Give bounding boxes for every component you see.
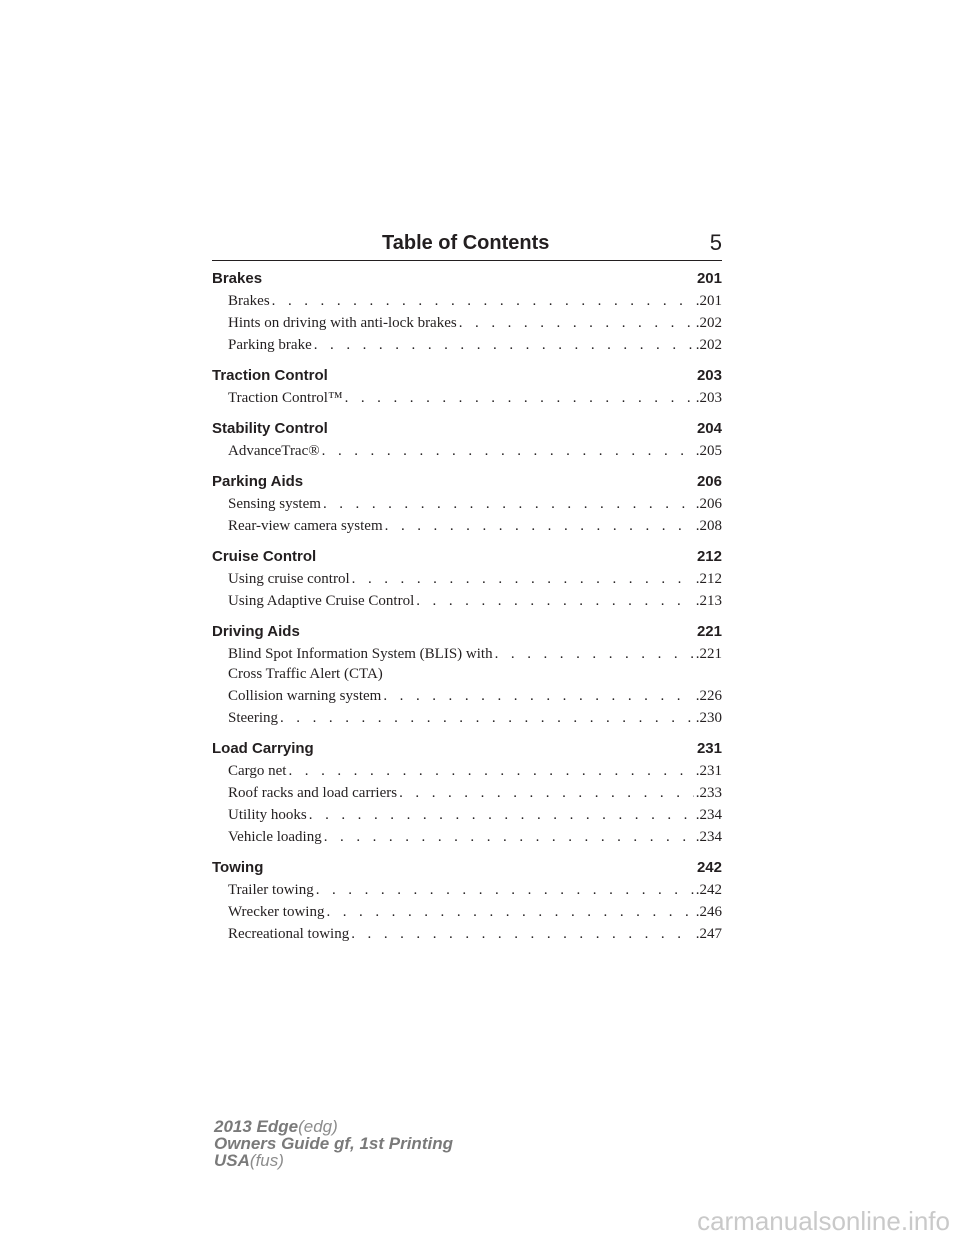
section-page: 221 bbox=[696, 623, 722, 640]
dot-leader bbox=[385, 516, 694, 536]
entry-title: Wrecker towing bbox=[228, 904, 325, 920]
toc-entry[interactable] bbox=[212, 827, 722, 847]
toc-section bbox=[212, 471, 722, 536]
watermark: carmanualsonline.info bbox=[697, 1206, 950, 1236]
entry-page: .202 bbox=[695, 337, 722, 353]
section-title: Load Carrying bbox=[212, 740, 314, 757]
toc-section bbox=[212, 268, 722, 355]
toc-section bbox=[212, 546, 722, 611]
dot-leader bbox=[416, 591, 694, 611]
entry-title: Brakes bbox=[228, 293, 270, 309]
section-heading[interactable] bbox=[212, 365, 722, 386]
section-heading[interactable] bbox=[212, 738, 722, 759]
entry-page: .246 bbox=[695, 904, 722, 920]
toc-entry[interactable] bbox=[212, 441, 722, 461]
entry-title: Using cruise control bbox=[228, 571, 350, 587]
entry-title: Traction Control™ bbox=[228, 390, 343, 406]
page-number: 5 bbox=[709, 230, 722, 255]
entry-title: Recreational towing bbox=[228, 926, 350, 942]
section-title: Brakes bbox=[212, 270, 263, 287]
toc-entry[interactable] bbox=[212, 761, 722, 781]
dot-leader bbox=[272, 291, 694, 311]
dot-leader bbox=[495, 644, 694, 664]
toc-section bbox=[212, 738, 722, 847]
section-page: 201 bbox=[696, 270, 722, 287]
dot-leader bbox=[322, 441, 694, 461]
section-title: Towing bbox=[212, 859, 264, 876]
entry-page: .226 bbox=[695, 688, 722, 704]
toc-entry[interactable] bbox=[212, 686, 722, 706]
section-page: 204 bbox=[696, 420, 722, 437]
dot-leader bbox=[323, 494, 694, 514]
toc-entry[interactable] bbox=[212, 708, 722, 728]
toc-entry[interactable] bbox=[212, 335, 722, 355]
dot-leader bbox=[314, 335, 694, 355]
entry-page: .208 bbox=[695, 518, 722, 534]
entry-page: .231 bbox=[695, 763, 722, 779]
entry-title: Vehicle loading bbox=[228, 829, 322, 845]
entry-title: Cargo net bbox=[228, 763, 287, 779]
section-page: 212 bbox=[696, 548, 722, 565]
section-heading[interactable] bbox=[212, 418, 722, 439]
entry-title: Hints on driving with anti-lock brakes bbox=[228, 315, 457, 331]
entry-title: Roof racks and load carriers bbox=[228, 785, 398, 801]
toc-entry[interactable] bbox=[212, 313, 722, 333]
toc-entry[interactable] bbox=[212, 591, 722, 611]
entry-page: .212 bbox=[695, 571, 722, 587]
section-page: 203 bbox=[696, 367, 722, 384]
entry-page: .234 bbox=[695, 807, 722, 823]
section-page: 206 bbox=[696, 473, 722, 490]
section-page: 231 bbox=[696, 740, 722, 757]
document-footer bbox=[214, 1118, 453, 1169]
toc-section bbox=[212, 418, 722, 461]
entry-page: .201 bbox=[695, 293, 722, 309]
entry-title: Steering bbox=[228, 710, 278, 726]
toc-section bbox=[212, 365, 722, 408]
dot-leader bbox=[280, 708, 694, 728]
footer-market-code: (fus) bbox=[249, 1151, 284, 1170]
entry-title: Using Adaptive Cruise Control bbox=[228, 593, 415, 609]
entry-title: Parking brake bbox=[228, 337, 312, 353]
toc-section bbox=[212, 857, 722, 944]
entry-title: Collision warning system bbox=[228, 688, 382, 704]
entry-page: .205 bbox=[695, 443, 722, 459]
dot-leader bbox=[351, 924, 694, 944]
toc-entry[interactable] bbox=[212, 880, 722, 900]
footer-model-code: (edg) bbox=[298, 1117, 338, 1136]
section-heading[interactable] bbox=[212, 546, 722, 567]
entry-title: Sensing system bbox=[228, 496, 321, 512]
entry-page: .203 bbox=[695, 390, 722, 406]
section-heading[interactable] bbox=[212, 471, 722, 492]
entry-title: Blind Spot Information System (BLIS) with Cross Traffic Alert (CTA) bbox=[228, 646, 493, 682]
footer-line-2: Owners Guide gf, 1st Printing bbox=[214, 1134, 453, 1153]
footer-line-3 bbox=[214, 1152, 453, 1169]
entry-title: AdvanceTrac® bbox=[228, 443, 320, 459]
entry-page: .206 bbox=[695, 496, 722, 512]
entry-title: Utility hooks bbox=[228, 807, 307, 823]
dot-leader bbox=[352, 569, 694, 589]
section-title: Stability Control bbox=[212, 420, 328, 437]
entry-page: .234 bbox=[695, 829, 722, 845]
toc-entry[interactable] bbox=[212, 924, 722, 944]
dot-leader bbox=[399, 783, 694, 803]
dot-leader bbox=[345, 388, 694, 408]
toc-entry[interactable] bbox=[212, 783, 722, 803]
toc-entry[interactable] bbox=[212, 569, 722, 589]
footer-market: USA bbox=[214, 1151, 250, 1170]
entry-page: .233 bbox=[695, 785, 722, 801]
section-title: Traction Control bbox=[212, 367, 328, 384]
toc-entry[interactable] bbox=[212, 644, 722, 684]
page-header bbox=[212, 230, 722, 261]
section-title: Parking Aids bbox=[212, 473, 304, 490]
table-of-contents bbox=[212, 268, 722, 954]
dot-leader bbox=[459, 313, 694, 333]
dot-leader bbox=[326, 902, 693, 922]
section-heading[interactable] bbox=[212, 268, 722, 289]
entry-page: .242 bbox=[695, 882, 722, 898]
entry-page: .230 bbox=[695, 710, 722, 726]
toc-section bbox=[212, 621, 722, 728]
dot-leader bbox=[324, 827, 694, 847]
toc-entry[interactable] bbox=[212, 516, 722, 536]
section-page: 242 bbox=[696, 859, 722, 876]
entry-page: .202 bbox=[695, 315, 722, 331]
entry-title: Trailer towing bbox=[228, 882, 314, 898]
toc-entry[interactable] bbox=[212, 291, 722, 311]
toc-entry[interactable] bbox=[212, 388, 722, 408]
section-title: Driving Aids bbox=[212, 623, 300, 640]
section-heading[interactable] bbox=[212, 857, 722, 878]
page-title: Table of Contents bbox=[382, 232, 550, 254]
dot-leader bbox=[383, 686, 693, 706]
dot-leader bbox=[309, 805, 694, 825]
entry-page: .221 bbox=[695, 646, 722, 662]
section-heading[interactable] bbox=[212, 621, 722, 642]
toc-entry[interactable] bbox=[212, 494, 722, 514]
footer-model: 2013 Edge bbox=[214, 1117, 299, 1136]
dot-leader bbox=[288, 761, 693, 781]
footer-line-1 bbox=[214, 1118, 453, 1135]
dot-leader bbox=[316, 880, 694, 900]
entry-page: .247 bbox=[695, 926, 722, 942]
toc-entry[interactable] bbox=[212, 805, 722, 825]
toc-entry[interactable] bbox=[212, 902, 722, 922]
entry-page: .213 bbox=[695, 593, 722, 609]
entry-title: Rear-view camera system bbox=[228, 518, 383, 534]
section-title: Cruise Control bbox=[212, 548, 317, 565]
